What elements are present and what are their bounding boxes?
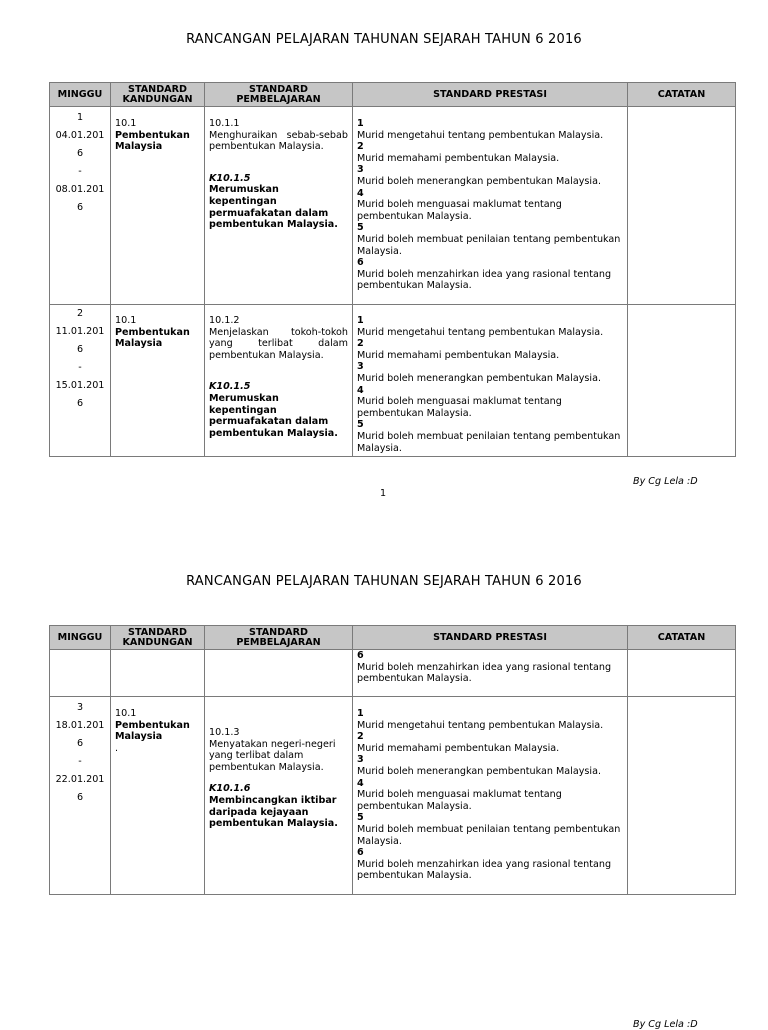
header-standard-pembelajaran: STANDARD PEMBELAJARAN	[205, 83, 353, 107]
week-cell	[50, 650, 111, 697]
cell-text: K10.1.6	[209, 783, 251, 795]
cell-text: Murid boleh membuat penilaian tentang pembentukan Malaysia.	[357, 233, 621, 257]
cell-text: 2	[357, 338, 364, 350]
header-catatan: CATATAN	[628, 626, 736, 650]
week-cell	[50, 305, 111, 457]
cell-text: 10.1.2	[209, 315, 240, 326]
standard-kandungan-cell	[111, 107, 205, 305]
cell-text: Murid boleh menguasai maklumat tentang pembentukan Malaysia.	[357, 396, 562, 419]
cell-text: .	[115, 742, 119, 754]
cell-text: Merumuskan kepentingan permuafakatan dalam pembentukan Malaysia.	[209, 184, 338, 231]
cell-text: 5	[357, 812, 364, 824]
cell-text: 22.01.201	[55, 774, 105, 785]
catatan-cell	[628, 305, 736, 457]
cell-text: K10.1.5	[209, 172, 251, 184]
cell-text: 1	[76, 112, 84, 123]
catatan-cell	[628, 650, 736, 697]
standard-kandungan-cell	[111, 650, 205, 697]
cell-text: 2	[76, 308, 84, 319]
cell-text: 08.01.201	[55, 184, 105, 195]
cell-text: 4	[357, 777, 364, 789]
cell-text: 2	[357, 731, 364, 743]
cell-text: 10.1.1	[209, 118, 240, 129]
cell-text: 6	[76, 398, 84, 409]
cell-text: 6	[76, 792, 84, 803]
cell-text: Menyatakan negeri-negeri yang terlibat dalam pembentukan Malaysia.	[209, 738, 336, 773]
page-title: RANCANGAN PELAJARAN TAHUNAN SEJARAH TAHUN 6 2016	[186, 32, 582, 47]
cell-text: Murid mengetahui tentang pembentukan Malaysia.	[357, 129, 604, 141]
table-header-row	[50, 83, 736, 107]
header-standard-kandungan: STANDARD KANDUNGAN	[111, 626, 205, 650]
cell-text: Murid boleh menguasai maklumat tentang pembentukan Malaysia.	[357, 789, 562, 812]
standard-pembelajaran-cell	[205, 107, 353, 305]
standard-prestasi-cell	[353, 650, 628, 697]
cell-text: 2	[357, 141, 364, 153]
header-minggu: MINGGU	[50, 626, 111, 650]
cell-text: 1	[357, 315, 364, 326]
standard-kandungan-cell	[111, 305, 205, 457]
cell-text: 15.01.201	[55, 380, 105, 391]
cell-text: Menghuraikan sebab-sebab pembentukan Malaysia.	[209, 129, 348, 153]
standard-prestasi-cell	[353, 697, 628, 895]
standard-prestasi-cell	[353, 305, 628, 457]
header-catatan: CATATAN	[628, 83, 736, 107]
page-title: RANCANGAN PELAJARAN TAHUNAN SEJARAH TAHUN 6 2016	[186, 574, 582, 589]
plan-table	[49, 82, 736, 457]
table-row	[50, 650, 736, 697]
catatan-cell	[628, 107, 736, 305]
cell-text: 10.1	[115, 708, 137, 719]
standard-pembelajaran-cell	[205, 650, 353, 697]
cell-text: Murid mengetahui tentang pembentukan Malaysia.	[357, 326, 604, 338]
week-cell	[50, 107, 111, 305]
cell-text: Murid boleh membuat penilaian tentang pembentukan Malaysia.	[357, 430, 621, 454]
cell-text: Murid memahami pembentukan Malaysia.	[357, 742, 560, 754]
header-standard-pembelajaran: STANDARD PEMBELAJARAN	[205, 626, 353, 650]
standard-pembelajaran-cell	[205, 305, 353, 457]
cell-text: 18.01.201	[55, 720, 105, 731]
cell-text: Murid boleh menzahirkan idea yang rasional tentang pembentukan Malaysia.	[357, 858, 612, 882]
header-standard-kandungan: STANDARD KANDUNGAN	[111, 83, 205, 107]
week-cell	[50, 697, 111, 895]
cell-text: Murid memahami pembentukan Malaysia.	[357, 349, 560, 361]
author-footer: By Cg Lela :D	[633, 476, 698, 487]
cell-text: K10.1.5	[209, 381, 251, 393]
cell-text: 1	[357, 118, 364, 129]
cell-text: Murid boleh menzahirkan idea yang rasional tentang pembentukan Malaysia.	[357, 268, 612, 292]
cell-text: 10.1.3	[209, 727, 240, 738]
cell-text: Membincangkan iktibar daripada kejayaan pembentukan Malaysia.	[209, 794, 338, 830]
author-footer: By Cg Lela :D	[633, 1019, 698, 1030]
cell-text: Murid boleh menzahirkan idea yang rasional tentang pembentukan Malaysia.	[357, 661, 612, 685]
header-minggu: MINGGU	[50, 83, 111, 107]
cell-text: -	[78, 756, 82, 767]
table-row	[50, 697, 736, 895]
cell-text: Murid mengetahui tentang pembentukan Malaysia.	[357, 719, 604, 731]
cell-text: 4	[357, 384, 364, 396]
standard-kandungan-cell	[111, 697, 205, 895]
cell-text: -	[78, 166, 82, 177]
cell-text: Murid boleh menerangkan pembentukan Malaysia.	[357, 372, 602, 384]
cell-text: 6	[76, 148, 84, 159]
table-header-row	[50, 626, 736, 650]
cell-text: 10.1	[115, 315, 137, 326]
cell-text: Murid memahami pembentukan Malaysia.	[357, 152, 560, 164]
cell-text: 04.01.201	[55, 130, 105, 141]
cell-text: Murid boleh menerangkan pembentukan Malaysia.	[357, 175, 602, 187]
header-standard-prestasi: STANDARD PRESTASI	[353, 83, 628, 107]
cell-text: Murid boleh menerangkan pembentukan Malaysia.	[357, 765, 602, 777]
table-row	[50, 107, 736, 305]
cell-text: 1	[357, 708, 364, 719]
standard-prestasi-cell	[353, 107, 628, 305]
cell-text: 3	[357, 361, 364, 373]
standard-pembelajaran-cell	[205, 697, 353, 895]
cell-text: 6	[76, 202, 84, 213]
cell-text: Merumuskan kepentingan permuafakatan dalam pembentukan Malaysia.	[209, 392, 338, 439]
cell-text: 11.01.201	[55, 326, 105, 337]
cell-text: 6	[76, 738, 84, 749]
cell-text: 5	[357, 419, 364, 431]
cell-text: 4	[357, 187, 364, 199]
cell-text: 6	[357, 650, 364, 661]
cell-text: Pembentukan Malaysia	[115, 129, 190, 153]
cell-text: Pembentukan Malaysia	[115, 719, 190, 743]
cell-text: Murid boleh menguasai maklumat tentang pembentukan Malaysia.	[357, 199, 562, 222]
cell-text: 6	[357, 257, 364, 269]
cell-text: Pembentukan Malaysia	[115, 326, 190, 350]
cell-text: 10.1	[115, 118, 137, 129]
cell-text: 3	[76, 702, 84, 713]
table-row	[50, 305, 736, 457]
cell-text: -	[78, 362, 82, 373]
catatan-cell	[628, 697, 736, 895]
cell-text: 5	[357, 222, 364, 234]
cell-text: 3	[357, 164, 364, 176]
cell-text: Menjelaskan tokoh-tokoh yang terlibat dalam pembentukan Malaysia.	[209, 326, 348, 361]
cell-text: Murid boleh membuat penilaian tentang pembentukan Malaysia.	[357, 823, 621, 847]
cell-text: 3	[357, 754, 364, 766]
plan-table	[49, 625, 736, 895]
page-number: 1	[380, 488, 387, 499]
header-standard-prestasi: STANDARD PRESTASI	[353, 626, 628, 650]
cell-text: 6	[357, 847, 364, 859]
cell-text: 6	[76, 344, 84, 355]
